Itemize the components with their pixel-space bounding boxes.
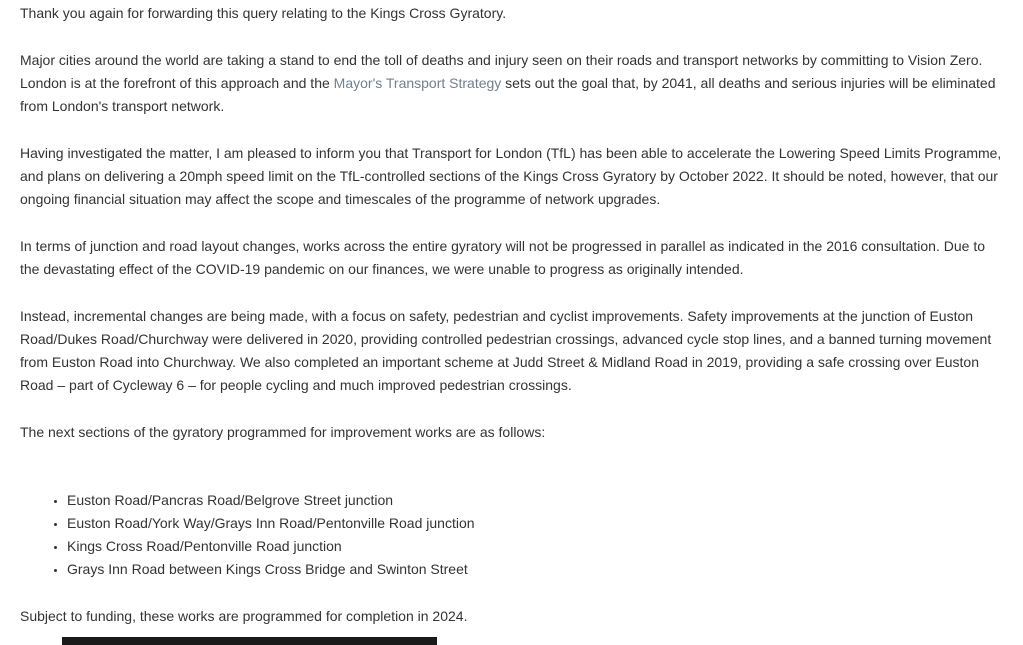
paragraph-incremental-changes: Instead, incremental changes are being made, with a focus on safety, pedestrian and cyclist improvements. Safety improvements at the junction of Euston Road/Dukes Road/Churchway were delivered in 2020, providing controlled pedestrian crossings, advanced cycle stop lines, and a banned turning movement from Euston Road into Churchway. We also completed an important scheme at Judd Street & Midland Road in 2019, providing a safe crossing over Euston Road – part of Cycleway 6 – for people cycling and much improved pedestrian crossings. (20, 308, 992, 393)
paragraph-vision-zero (20, 49, 1003, 118)
paragraph-junction-changes: In terms of junction and road layout changes, works across the entire gyratory will not be progressed in parallel as indicated in the 2016 consultation. Due to the devastating effect of the COVID-19 pandemic on our finances, we were unable to progress as originally intended. (20, 238, 985, 277)
improvement-works-list (20, 489, 1003, 581)
list-item-grays-inn-road: • Grays Inn Road between Kings Cross Bridge and Swinton Street (67, 558, 1003, 581)
vision-zero-text-before-link: Major cities around the world are taking a stand to end the toll of deaths and injury seen on their roads and transport networks by committing to Vision Zero. London is at the forefront of this approach and the (20, 52, 983, 91)
paragraph-subject-to-funding: Subject to funding, these works are programmed for completion in 2024. (20, 608, 468, 624)
list-item-belgrove-street: • Euston Road/Pancras Road/Belgrove Street junction (67, 489, 1003, 512)
paragraph-thank-you: Thank you again for forwarding this query relating to the Kings Cross Gyratory. (20, 5, 507, 21)
list-item-york-way: • Euston Road/York Way/Grays Inn Road/Pentonville Road junction (67, 512, 1003, 535)
paragraph-next-sections-intro: The next sections of the gyratory programmed for improvement works are as follows: (20, 424, 546, 440)
mayors-transport-strategy-link[interactable]: Mayor's Transport Strategy (333, 75, 502, 91)
paragraph-speed-limits: Having investigated the matter, I am pleased to inform you that Transport for London (TfL) has been able to accelerate the Lowering Speed Limits Programme, and plans on delivering a 20mph speed limit on the TfL-controlled sections of the Kings Cross Gyratory by October 2022. It should be noted, however, that our ongoing financial situation may affect the scope and timescales of the programme of network upgrades. (20, 145, 1002, 207)
cropped-bottom-element (62, 637, 437, 645)
vision-zero-text-after-link: sets out the goal that, by 2041, all deaths and serious injuries will be eliminated from London's transport network. (20, 75, 996, 114)
list-item-kings-cross-road: • Kings Cross Road/Pentonville Road junction (67, 535, 1003, 558)
